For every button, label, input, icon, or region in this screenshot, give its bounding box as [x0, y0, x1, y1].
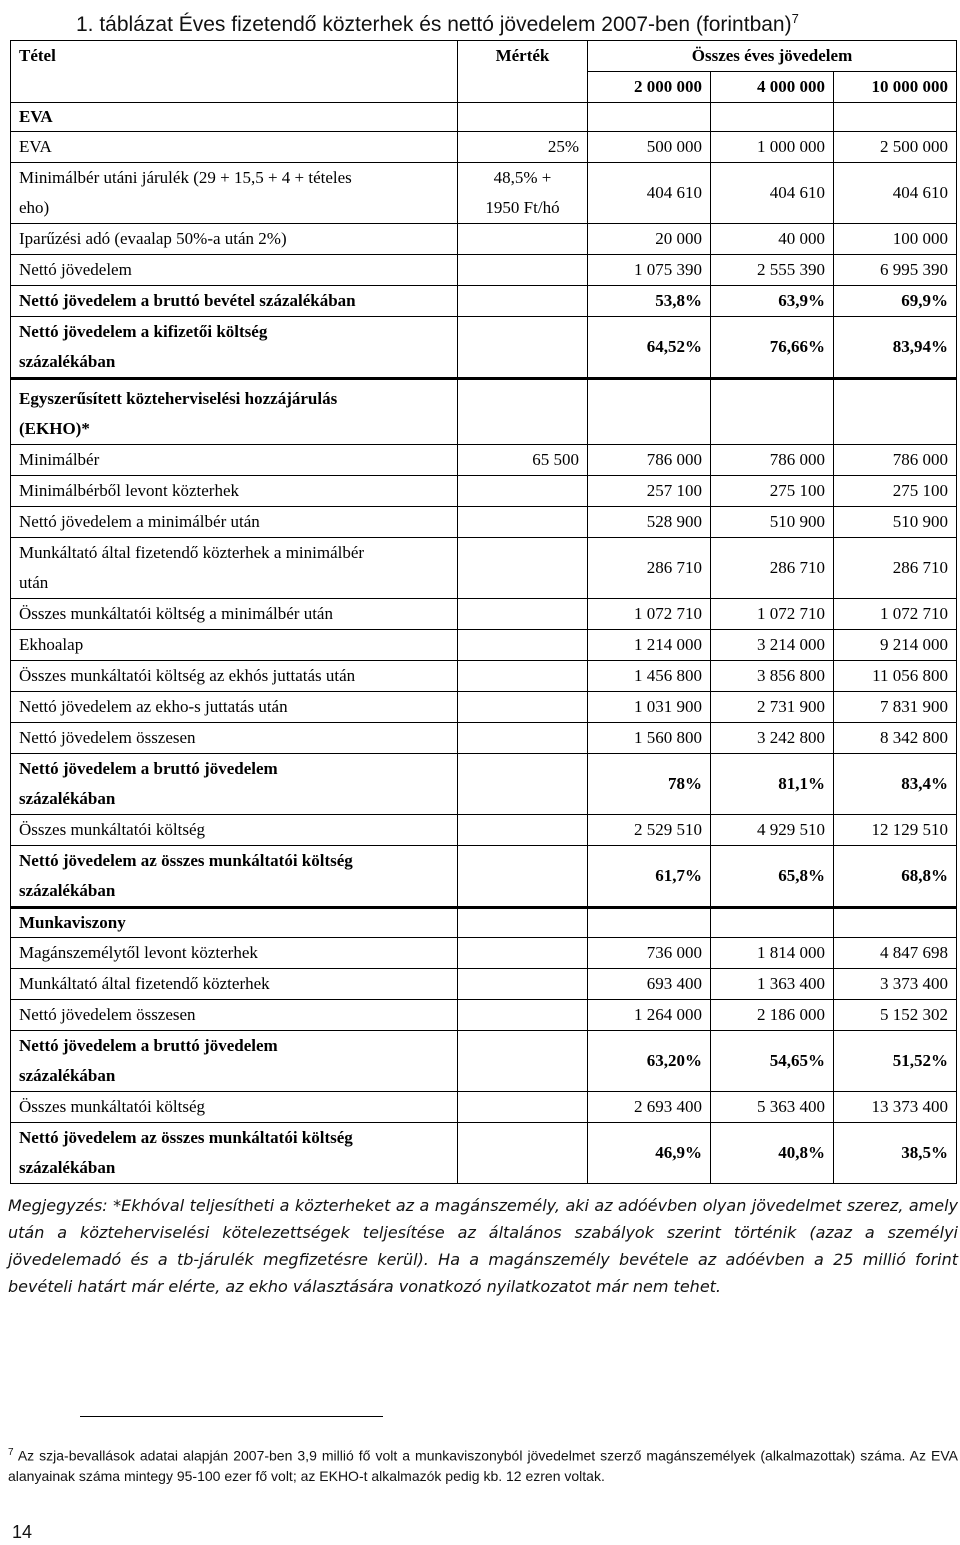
row-value-3: 4 847 698	[834, 938, 957, 969]
income-level-1: 2 000 000	[588, 72, 711, 103]
row-rate: 48,5% + 1950 Ft/hó	[458, 163, 588, 224]
row-value-2: 1 072 710	[711, 599, 834, 630]
section-title: Munkaviszony	[11, 908, 458, 938]
table-row	[11, 445, 957, 476]
table-row	[11, 661, 957, 692]
header-income: Összes éves jövedelem	[588, 41, 957, 72]
tax-table-container	[10, 40, 956, 1184]
row-value-1: 61,7%	[588, 846, 711, 908]
table-row	[11, 1092, 957, 1123]
row-value-3: 275 100	[834, 476, 957, 507]
row-value-2: 1 814 000	[711, 938, 834, 969]
row-rate: 65 500	[458, 445, 588, 476]
page-number: 14	[12, 1522, 33, 1542]
table-row	[11, 1031, 957, 1092]
row-value-3: 404 610	[834, 163, 957, 224]
row-value-3: 100 000	[834, 224, 957, 255]
row-value-3: 7 831 900	[834, 692, 957, 723]
table-row	[11, 1123, 957, 1184]
table-note: Megjegyzés: *Ekhóval teljesítheti a közterheket az a magánszemély, aki az adóévben olyan jövedelmet szerez, amely után a közteherviselési kötelezettségek teljesítése az általános szabályok szerint történik (azaz a személyi jövedelemadó és a tb-járulék megfizetésre kerül). Ha a magánszemély bevétele az adóévben a 25 millió forint bevételi határt már elérte, az ekho választására vonatkozó nyilatkozatot már nem tehet.	[8, 1196, 958, 1296]
row-value-3: 69,9%	[834, 286, 957, 317]
row-value-3: 786 000	[834, 445, 957, 476]
header-row	[11, 41, 957, 72]
row-value-1: 257 100	[588, 476, 711, 507]
row-value-1: 786 000	[588, 445, 711, 476]
table-row	[11, 1000, 957, 1031]
row-label: EVA	[11, 132, 458, 163]
row-label: Nettó jövedelem	[11, 255, 458, 286]
income-level-2: 4 000 000	[711, 72, 834, 103]
row-value-3: 3 373 400	[834, 969, 957, 1000]
table-row	[11, 286, 957, 317]
row-value-2: 2 731 900	[711, 692, 834, 723]
row-value-1: 1 560 800	[588, 723, 711, 754]
row-value-3: 6 995 390	[834, 255, 957, 286]
row-value-2: 3 214 000	[711, 630, 834, 661]
section-title: Egyszerűsített közteherviselési hozzájárulás (EKHO)*	[11, 379, 458, 445]
table-row	[11, 255, 957, 286]
row-value-2: 2 186 000	[711, 1000, 834, 1031]
table-title-text: 1. táblázat Éves fizetendő közterhek és nettó jövedelem 2007-ben (forintban)	[76, 13, 792, 36]
row-label: Minimálbérből levont közterhek	[11, 476, 458, 507]
tax-table	[10, 40, 957, 1184]
row-value-3: 38,5%	[834, 1123, 957, 1184]
row-label: Magánszemélytől levont közterhek	[11, 938, 458, 969]
row-label: Ekhoalap	[11, 630, 458, 661]
row-value-3: 9 214 000	[834, 630, 957, 661]
row-value-2: 3 856 800	[711, 661, 834, 692]
row-value-1: 20 000	[588, 224, 711, 255]
row-value-3: 68,8%	[834, 846, 957, 908]
table-row	[11, 599, 957, 630]
row-value-1: 500 000	[588, 132, 711, 163]
row-value-1: 1 072 710	[588, 599, 711, 630]
table-row	[11, 507, 957, 538]
row-value-1: 63,20%	[588, 1031, 711, 1092]
row-value-2: 275 100	[711, 476, 834, 507]
row-value-2: 510 900	[711, 507, 834, 538]
row-label: Nettó jövedelem az összes munkáltatói költség százalékában	[11, 1123, 458, 1184]
row-label: Nettó jövedelem a bruttó bevétel százalékában	[11, 286, 458, 317]
row-value-2: 3 242 800	[711, 723, 834, 754]
row-value-3: 8 342 800	[834, 723, 957, 754]
row-label: Összes munkáltatói költség az ekhós juttatás után	[11, 661, 458, 692]
row-value-2: 63,9%	[711, 286, 834, 317]
row-value-1: 2 529 510	[588, 815, 711, 846]
row-label: Nettó jövedelem a bruttó jövedelem százalékában	[11, 1031, 458, 1092]
row-label: Nettó jövedelem a minimálbér után	[11, 507, 458, 538]
row-value-3: 12 129 510	[834, 815, 957, 846]
row-value-1: 46,9%	[588, 1123, 711, 1184]
row-label: Összes munkáltatói költség	[11, 815, 458, 846]
row-label: Összes munkáltatói költség	[11, 1092, 458, 1123]
row-value-2: 65,8%	[711, 846, 834, 908]
row-value-3: 286 710	[834, 538, 957, 599]
row-value-3: 11 056 800	[834, 661, 957, 692]
table-row	[11, 163, 957, 224]
footnote	[8, 1443, 958, 1486]
table-row	[11, 538, 957, 599]
section-heading-ekho	[11, 379, 957, 445]
row-value-1: 736 000	[588, 938, 711, 969]
table-row	[11, 132, 957, 163]
header-item: Tétel	[11, 41, 458, 103]
row-value-3: 83,4%	[834, 754, 957, 815]
table-row	[11, 224, 957, 255]
row-value-1: 2 693 400	[588, 1092, 711, 1123]
table-row	[11, 754, 957, 815]
row-value-1: 1 075 390	[588, 255, 711, 286]
row-value-2: 4 929 510	[711, 815, 834, 846]
table-row	[11, 846, 957, 908]
row-value-3: 83,94%	[834, 317, 957, 379]
table-row	[11, 317, 957, 379]
table-row	[11, 938, 957, 969]
footnote-divider	[80, 1416, 383, 1417]
row-value-1: 1 031 900	[588, 692, 711, 723]
header-rate: Mérték	[458, 41, 588, 103]
row-value-3: 510 900	[834, 507, 957, 538]
row-label: Nettó jövedelem az összes munkáltatói költség százalékában	[11, 846, 458, 908]
row-value-3: 2 500 000	[834, 132, 957, 163]
row-value-1: 53,8%	[588, 286, 711, 317]
row-value-2: 54,65%	[711, 1031, 834, 1092]
row-label: Nettó jövedelem a bruttó jövedelem százalékában	[11, 754, 458, 815]
row-value-1: 78%	[588, 754, 711, 815]
row-value-1: 693 400	[588, 969, 711, 1000]
row-value-2: 2 555 390	[711, 255, 834, 286]
row-value-1: 1 264 000	[588, 1000, 711, 1031]
row-value-1: 528 900	[588, 507, 711, 538]
row-value-2: 1 000 000	[711, 132, 834, 163]
row-label: Munkáltató által fizetendő közterhek	[11, 969, 458, 1000]
income-level-3: 10 000 000	[834, 72, 957, 103]
row-value-3: 1 072 710	[834, 599, 957, 630]
table-row	[11, 815, 957, 846]
row-value-2: 786 000	[711, 445, 834, 476]
title-footnote-ref: 7	[791, 11, 799, 26]
table-row	[11, 723, 957, 754]
row-label: Munkáltató által fizetendő közterhek a minimálbér után	[11, 538, 458, 599]
row-label: Nettó jövedelem összesen	[11, 723, 458, 754]
section-heading-eva	[11, 103, 957, 132]
row-value-2: 40 000	[711, 224, 834, 255]
row-value-2: 40,8%	[711, 1123, 834, 1184]
footnote-text: Az szja-bevallások adatai alapján 2007-ben 3,9 millió fő volt a munkaviszonyból jövedelmet szerző magánszemélyek (alkalmazottak) száma. Az EVA alanyainak száma mintegy 95-100 ezer fő volt; az EKHO-t alkalmazók pedig kb. 12 ezren voltak.	[8, 1447, 958, 1484]
row-value-2: 286 710	[711, 538, 834, 599]
section-title: EVA	[11, 103, 458, 132]
footnote-marker: 7	[8, 1447, 14, 1458]
row-label: Nettó jövedelem a kifizetői költség százalékában	[11, 317, 458, 379]
row-value-1: 1 214 000	[588, 630, 711, 661]
row-label: Nettó jövedelem az ekho-s juttatás után	[11, 692, 458, 723]
row-label: Összes munkáltatói költség a minimálbér után	[11, 599, 458, 630]
row-value-3: 51,52%	[834, 1031, 957, 1092]
row-value-1: 404 610	[588, 163, 711, 224]
row-value-2: 76,66%	[711, 317, 834, 379]
table-row	[11, 692, 957, 723]
table-row	[11, 630, 957, 661]
table-row	[11, 476, 957, 507]
row-value-2: 1 363 400	[711, 969, 834, 1000]
table-row	[11, 969, 957, 1000]
row-value-2: 5 363 400	[711, 1092, 834, 1123]
row-value-1: 286 710	[588, 538, 711, 599]
row-value-1: 1 456 800	[588, 661, 711, 692]
row-value-3: 13 373 400	[834, 1092, 957, 1123]
row-label: Nettó jövedelem összesen	[11, 1000, 458, 1031]
row-value-3: 5 152 302	[834, 1000, 957, 1031]
row-rate: 25%	[458, 132, 588, 163]
row-label: Iparűzési adó (evaalap 50%-a után 2%)	[11, 224, 458, 255]
table-title	[76, 2, 799, 36]
section-heading-munka	[11, 908, 957, 938]
row-value-1: 64,52%	[588, 317, 711, 379]
row-value-2: 81,1%	[711, 754, 834, 815]
row-label: Minimálbér utáni járulék (29 + 15,5 + 4 + tételes eho)	[11, 163, 458, 224]
row-label: Minimálbér	[11, 445, 458, 476]
row-value-2: 404 610	[711, 163, 834, 224]
